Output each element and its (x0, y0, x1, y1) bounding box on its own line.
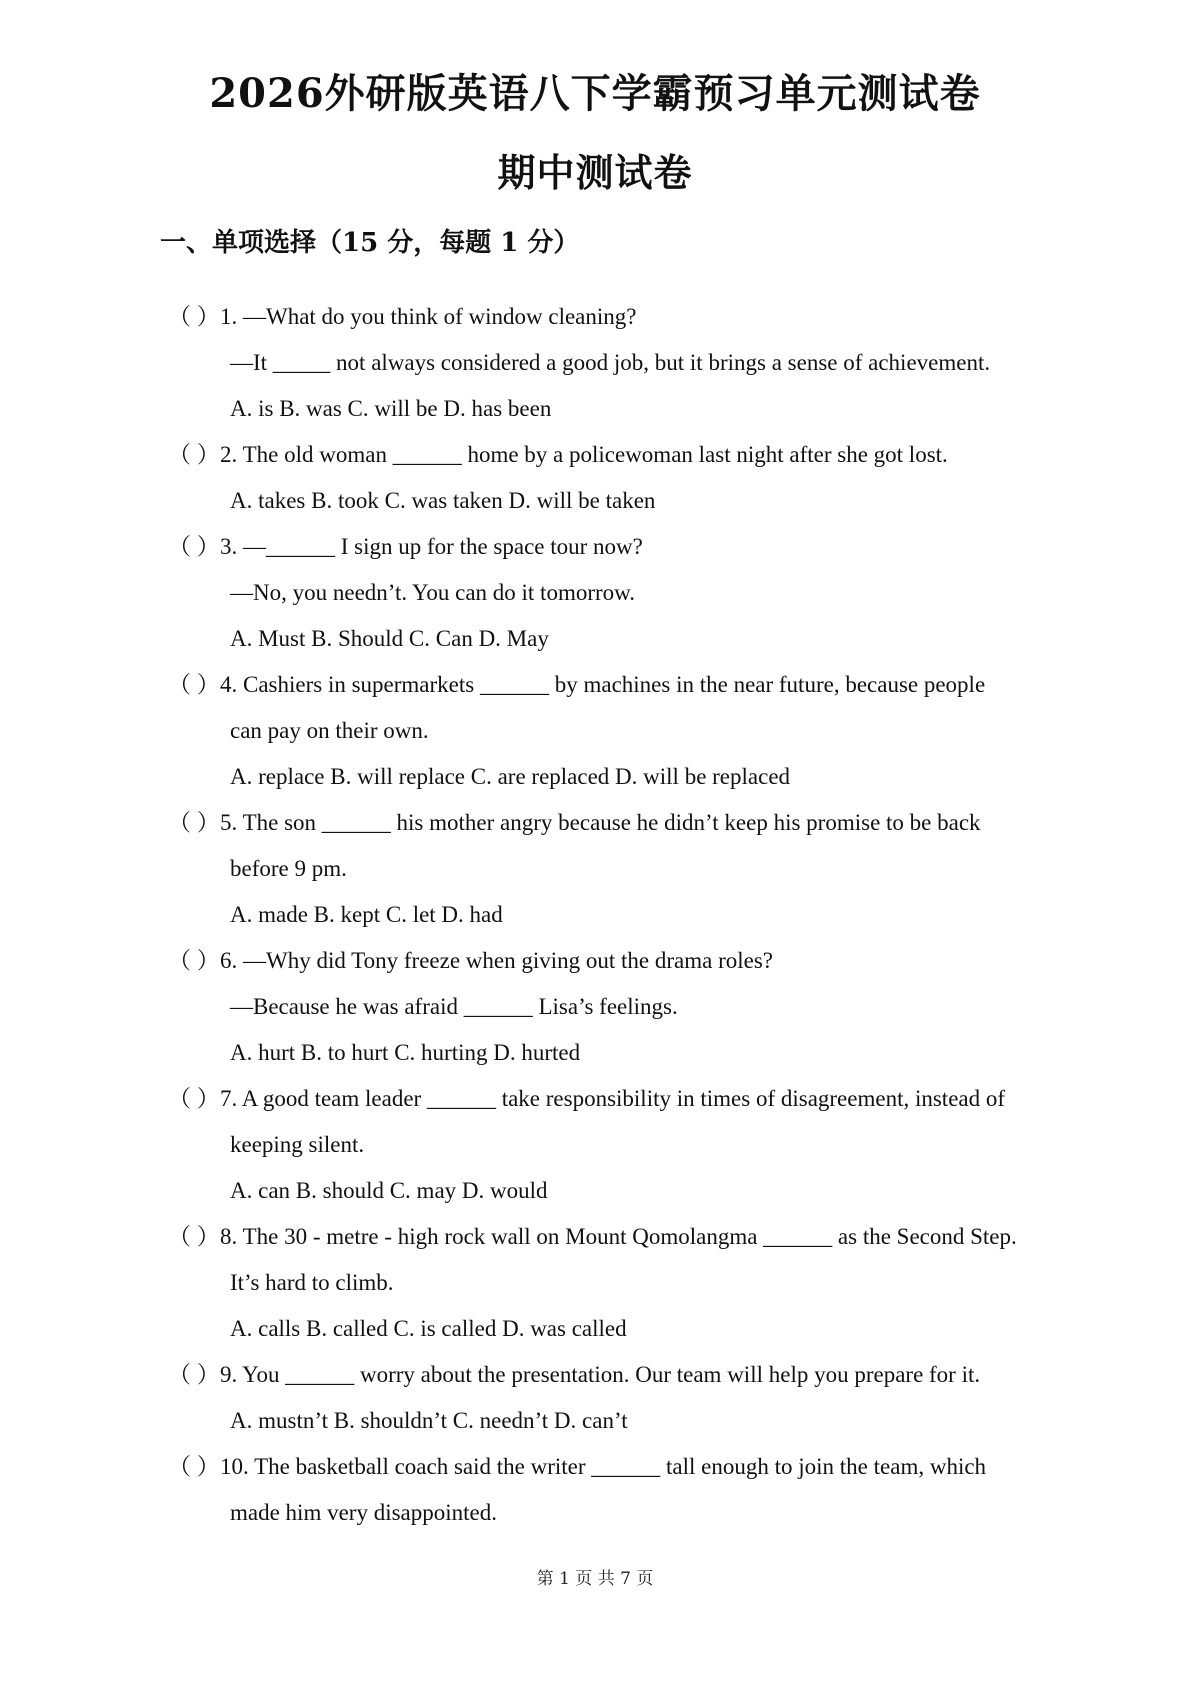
question-options (168, 1033, 1048, 1079)
question-options (168, 619, 1048, 665)
question-text: 3. —______ I sign up for the space tour now? (220, 534, 643, 559)
question-text: 4. Cashiers in supermarkets ______ by machines in the near future, because people (220, 672, 986, 697)
question-options (168, 1309, 1048, 1355)
question-text: made him very disappointed. (230, 1500, 497, 1525)
question-text: 6. —Why did Tony freeze when giving out the drama roles? (220, 948, 773, 973)
question-line (168, 573, 1048, 619)
question-text: 8. The 30 - metre - high rock wall on Mount Qomolangma ______ as the Second Step. (220, 1224, 1017, 1249)
question-list (168, 297, 1048, 1539)
question-options (168, 389, 1048, 435)
question-text: before 9 pm. (230, 856, 347, 881)
answer-blank[interactable]: （ ） (168, 1454, 220, 1479)
answer-blank[interactable]: （ ） (168, 442, 220, 467)
question-stem (168, 1079, 1048, 1125)
question-options (168, 757, 1048, 803)
question-stem (168, 1447, 1048, 1493)
question-text: A. can B. should C. may D. would (230, 1178, 548, 1203)
question-line (168, 1263, 1048, 1309)
question-text: It’s hard to climb. (230, 1270, 394, 1295)
question-stem (168, 803, 1048, 849)
question-line (168, 343, 1048, 389)
question-options (168, 1401, 1048, 1447)
question-stem (168, 1217, 1048, 1263)
question-stem (168, 297, 1048, 343)
question-options (168, 895, 1048, 941)
question-text: A. mustn’t B. shouldn’t C. needn’t D. can’t (230, 1408, 628, 1433)
question-text: 5. The son ______ his mother angry because he didn’t keep his promise to be back (220, 810, 981, 835)
answer-blank[interactable]: （ ） (168, 1086, 220, 1111)
page-indicator: 第 1 页 共 7 页 (536, 1569, 654, 1589)
question-text: 7. A good team leader ______ take responsibility in times of disagreement, instead of (220, 1086, 1006, 1111)
question-text: 9. You ______ worry about the presentation. Our team will help you prepare for it. (220, 1362, 981, 1387)
question-text: 2. The old woman ______ home by a policewoman last night after she got lost. (220, 442, 948, 467)
question-text: —Because he was afraid ______ Lisa’s feelings. (230, 994, 678, 1019)
question-line (168, 711, 1048, 757)
question-options (168, 1171, 1048, 1217)
question-text: —No, you needn’t. You can do it tomorrow. (230, 580, 636, 605)
question-text: —It _____ not always considered a good job, but it brings a sense of achievement. (230, 350, 991, 375)
question-line (168, 987, 1048, 1033)
question-line (168, 849, 1048, 895)
question-text: A. made B. kept C. let D. had (230, 902, 503, 927)
answer-blank[interactable]: （ ） (168, 672, 220, 697)
question-text: A. takes B. took C. was taken D. will be taken (230, 488, 656, 513)
question-text: A. replace B. will replace C. are replaced D. will be replaced (230, 764, 791, 789)
question-stem (168, 941, 1048, 987)
question-stem (168, 1355, 1048, 1401)
answer-blank[interactable]: （ ） (168, 534, 220, 559)
section-heading: 一、单项选择（15 分，每题 1 分） (160, 228, 580, 258)
question-text: keeping silent. (230, 1132, 365, 1157)
question-line (168, 1125, 1048, 1171)
question-stem (168, 665, 1048, 711)
question-stem (168, 527, 1048, 573)
question-text: 1. —What do you think of window cleaning? (220, 304, 637, 329)
answer-blank[interactable]: （ ） (168, 948, 220, 973)
question-text: A. is B. was C. will be D. has been (230, 396, 552, 421)
exam-title: 2026外研版英语八下学霸预习单元测试卷 (209, 70, 981, 117)
question-text: A. calls B. called C. is called D. was called (230, 1316, 627, 1341)
question-options (168, 481, 1048, 527)
question-text: A. hurt B. to hurt C. hurting D. hurted (230, 1040, 581, 1065)
question-text: can pay on their own. (230, 718, 429, 743)
question-text: A. Must B. Should C. Can D. May (230, 626, 549, 651)
question-stem (168, 435, 1048, 481)
answer-blank[interactable]: （ ） (168, 1224, 220, 1249)
question-line (168, 1493, 1048, 1539)
answer-blank[interactable]: （ ） (168, 1362, 220, 1387)
question-text: 10. The basketball coach said the writer ______ tall enough to join the team, which (220, 1454, 987, 1479)
answer-blank[interactable]: （ ） (168, 810, 220, 835)
answer-blank[interactable]: （ ） (168, 304, 220, 329)
exam-subtitle: 期中测试卷 (497, 150, 693, 195)
